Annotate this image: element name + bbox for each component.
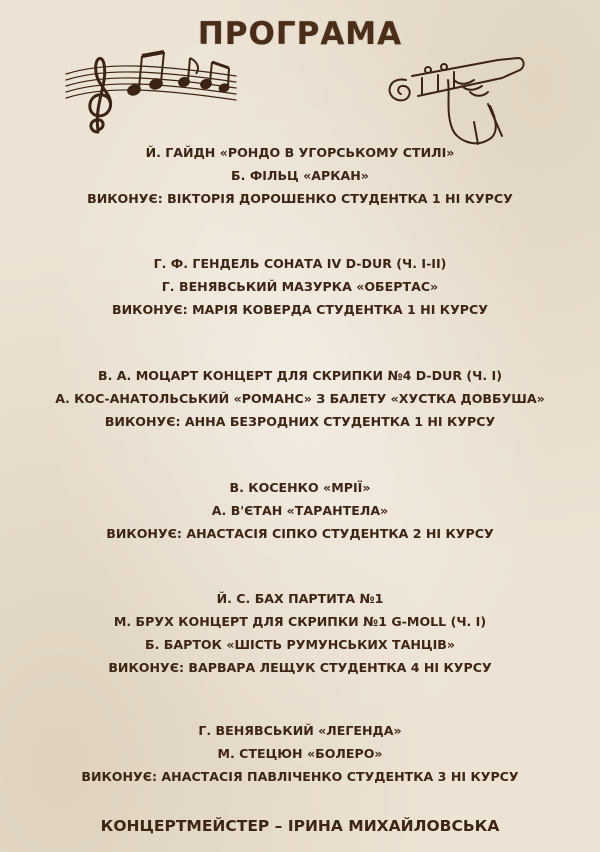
- piece-line: М. СТЕЦЮН «БОЛЕРО»: [217, 746, 383, 761]
- piece-line: Г. ВЕНЯВСЬКИЙ МАЗУРКА «ОБЕРТАС»: [161, 279, 439, 294]
- program-item-5: [0, 587, 600, 679]
- page-title: ПРОГРАМА: [197, 16, 403, 52]
- music-notes-icon: [64, 44, 239, 144]
- piece-line: М. БРУХ КОНЦЕРТ ДЛЯ СКРИПКИ №1 G-MOLL (Ч. I): [113, 614, 487, 629]
- piece-line: Г. ВЕНЯВСЬКИЙ «ЛЕГЕНДА»: [198, 723, 402, 738]
- performer-line: ВИКОНУЄ: АНАСТАСІЯ ПАВЛІЧЕНКО СТУДЕНТКА 3 НІ КУРСУ: [81, 769, 519, 784]
- program-item-1: [0, 141, 600, 210]
- piece-line: Й. ГАЙДН «РОНДО В УГОРСЬКОМУ СТИЛІ»: [145, 145, 455, 160]
- piece-line: Б. ФІЛЬЦ «АРКАН»: [231, 168, 369, 183]
- performer-line: ВИКОНУЄ: МАРІЯ КОВЕРДА СТУДЕНТКА 1 НІ КУРСУ: [112, 302, 488, 317]
- program-item-2: [0, 252, 600, 321]
- piece-line: А. КОС-АНАТОЛЬСЬКИЙ «РОМАНС» З БАЛЕТУ «ХУСТКА ДОВБУША»: [55, 391, 545, 406]
- program-item-3: [0, 364, 600, 433]
- performer-line: ВИКОНУЄ: АННА БЕЗРОДНИХ СТУДЕНТКА 1 НІ КУРСУ: [104, 414, 496, 429]
- piece-line: Й. С. БАХ ПАРТИТА №1: [216, 591, 384, 606]
- program-item-4: [0, 476, 600, 545]
- program-item-6: [0, 719, 600, 788]
- piece-line: В. КОСЕНКО «МРІЇ»: [229, 480, 371, 495]
- violin-scroll-icon: [378, 40, 528, 150]
- performer-line: ВИКОНУЄ: ВІКТОРІЯ ДОРОШЕНКО СТУДЕНТКА 1 НІ КУРСУ: [87, 191, 513, 206]
- piece-line: В. А. МОЦАРТ КОНЦЕРТ ДЛЯ СКРИПКИ №4 D-DUR (Ч. I): [98, 368, 502, 383]
- piece-line: А. В'ЄТАН «ТАРАНТЕЛА»: [211, 503, 389, 518]
- piece-line: Г. Ф. ГЕНДЕЛЬ СОНАТА IV D-DUR (Ч. I-II): [153, 256, 447, 271]
- piece-line: Б. БАРТОК «ШІСТЬ РУМУНСЬКИХ ТАНЦІВ»: [145, 637, 455, 652]
- performer-line: ВИКОНУЄ: АНАСТАСІЯ СІПКО СТУДЕНТКА 2 НІ КУРСУ: [106, 526, 494, 541]
- accompanist-credit: КОНЦЕРТМЕЙСТЕР – ІРИНА МИХАЙЛОВСЬКА: [100, 817, 500, 835]
- performer-line: ВИКОНУЄ: ВАРВАРА ЛЕЩУК СТУДЕНТКА 4 НІ КУРСУ: [108, 660, 492, 675]
